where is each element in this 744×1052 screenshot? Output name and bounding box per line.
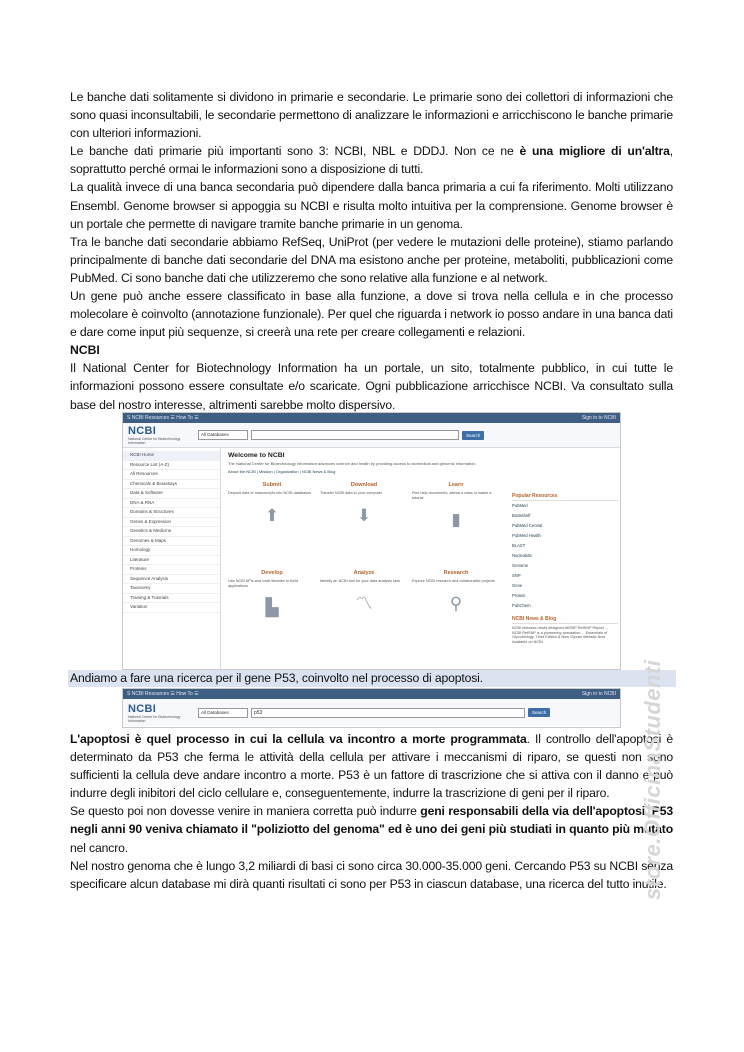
popular-link[interactable]: SNP	[512, 573, 521, 578]
ncbi-logo[interactable]	[128, 703, 192, 723]
tile-research[interactable]	[412, 570, 500, 658]
logo-subtitle: National Center for Biotechnology Information	[128, 714, 181, 723]
paragraph: Un gene può anche essere classificato in base alla funzione, a dove si trova nella cellula e in che processo molecolare è coinvolto (annotazione funzionale). Per quel che riguarda i network io posso andare in una banca dati e dare come input più sequenze, si creerà una rete per creare collegamenti e relazioni.	[70, 289, 673, 340]
search-button[interactable]: Search	[528, 708, 550, 717]
tile-title: Analyze	[353, 570, 375, 576]
paragraph	[70, 730, 673, 802]
paragraph: Le banche dati solitamente si dividono in primarie e secondarie. Le primarie sono dei collettori di informazioni che sono quasi inconsultabili, le secondarie permettono di analizzare le informazioni e arricchiscono le banche primarie con ulteriori informazioni.	[70, 90, 673, 141]
paragraph	[70, 142, 673, 178]
bold-text-span: è una migliore di un'altra	[519, 144, 670, 159]
popular-link[interactable]: BLAST	[512, 543, 526, 548]
ncbi-header	[123, 423, 620, 448]
ncbi-logo[interactable]	[128, 425, 192, 445]
paragraph: La qualità invece di una banca secondaria può dipendere dalla banca primaria a cui fa riferimento. Molti utilizzano Ensembl. Genome browser si appoggia su NCBI e risulta molto intuitiva per la comprensione. Genome browser è un portale che permette di navigare tramite banche primarie in un genoma.	[70, 180, 673, 231]
tile-text: Use NCBI APIs and code libraries to build applications	[228, 579, 299, 588]
popular-link[interactable]: Protein	[512, 593, 526, 598]
database-select[interactable]: All Databases	[198, 430, 248, 440]
tile-title: Learn	[448, 482, 464, 488]
sidebar-item[interactable]: Literature	[123, 556, 220, 566]
tile-title: Download	[350, 482, 378, 488]
blocks-icon: ▙	[265, 598, 279, 618]
tile-text: Transfer NCBI data to your computer	[320, 491, 383, 495]
logo-subtitle: National Center for Biotechnology Information	[128, 437, 181, 445]
paragraph: Tra le banche dati secondarie abbiamo RefSeq, UniProt (per vedere le mutazioni delle proteine), stiamo parlando principalmente di banche dati secondarie del DNA ma esistono anche per proteine, metaboliti, pubblicazioni come PubMed. Ci sono banche dati che utilizzeremo che sono relative alla funzione e al network.	[70, 234, 673, 285]
welcome-title: Welcome to NCBI	[228, 452, 285, 459]
sidebar-item[interactable]: Data & Software	[123, 489, 220, 499]
sidebar-item[interactable]: Sequence Analysis	[123, 575, 220, 585]
document-body-continued	[70, 730, 673, 893]
sidebar-item[interactable]: Resource List (A-Z)	[123, 461, 220, 471]
popular-link[interactable]: PubChem	[512, 603, 531, 608]
popular-link[interactable]: Genome	[512, 563, 529, 568]
popular-link[interactable]: PubMed Health	[512, 533, 541, 538]
sign-in-link[interactable]: Sign in to NCBI	[581, 691, 616, 697]
popular-link[interactable]: PubMed Central	[512, 523, 543, 528]
tile-text: Find help documents, attend a class or watch a tutorial	[412, 491, 492, 500]
section-heading: NCBI	[70, 343, 100, 358]
welcome-links[interactable]: About the NCBI | Mission | Organization | NCBI News & Blog	[228, 469, 336, 474]
logo-text: NCBI	[128, 702, 157, 715]
tile-title: Research	[443, 570, 469, 576]
ncbi-topbar	[123, 413, 620, 423]
sidebar-item[interactable]: Genes & Expression	[123, 518, 220, 528]
news-text[interactable]: NCBI releases newly designed dbSNP RefSNP Report ... NCBI RefSNP is a pioneering annotation ... Essentials of Glycobiology, Third Edition & New Glycan Website Now Available on NCBI	[512, 626, 609, 644]
popular-link[interactable]: PubMed	[512, 503, 528, 508]
sidebar	[123, 448, 221, 670]
logo-text: NCBI	[128, 425, 157, 437]
sidebar-item[interactable]: Genetics & Medicine	[123, 527, 220, 537]
tile-learn[interactable]	[412, 482, 500, 570]
bold-text-span: L'apoptosi è quel processo in cui la cellula va incontro a morte programmata	[70, 732, 527, 746]
ncbi-main	[221, 448, 620, 670]
ncbi-search-screenshot	[122, 688, 621, 728]
sidebar-item[interactable]: Genomes & Maps	[123, 537, 220, 547]
text-span: nel cancro.	[70, 840, 128, 855]
tile-text: Explore NCBI research and collaborative projects	[412, 579, 495, 583]
paragraph	[70, 802, 673, 856]
search-input[interactable]	[251, 430, 459, 440]
text-span: . Il controllo dell'apoptosi è determinato da P53 che ferma le attività della cellula per attivare i meccanismi di riparo, se questi non sono sufficienti la cellula deve andare incontro a morte. P53 è un fattore di trascrizione che si attiva con il danno e può indurre degli inibitori del ciclo cellulare e, conseguentemente, indurre la trascrizione di geni per il riparo.	[70, 732, 673, 801]
chart-icon: 〽	[355, 593, 373, 613]
tile-develop[interactable]	[228, 570, 316, 658]
tile-submit[interactable]	[228, 482, 316, 570]
sidebar-item[interactable]: DNA & RNA	[123, 499, 220, 509]
popular-link[interactable]: Nucleotide	[512, 553, 532, 558]
paragraph: Nel nostro genoma che è lungo 3,2 miliardi di basi ci sono circa 30.000-35.000 geni. Cercando P53 su NCBI senza specificare alcun database mi dirà quanti risultati ci sono per P53 in ciascun database, una ricerca del tutto inutile.	[70, 858, 673, 891]
sidebar-item[interactable]: Homology	[123, 546, 220, 556]
tile-title: Develop	[261, 570, 283, 576]
tile-download[interactable]	[320, 482, 408, 570]
ncbi-topbar	[123, 689, 620, 699]
news-title: NCBI News & Blog	[512, 616, 618, 624]
sidebar-item[interactable]: Taxonomy	[123, 584, 220, 594]
popular-link[interactable]: Bookshelf	[512, 513, 531, 518]
sidebar-item[interactable]: NCBI Home	[123, 451, 220, 461]
tile-text: Identify an NCBI tool for your data analysis task	[320, 579, 400, 583]
download-icon: ⬇	[356, 505, 372, 525]
sidebar-item[interactable]: Proteins	[123, 565, 220, 575]
sidebar-item[interactable]: Training & Tutorials	[123, 594, 220, 604]
ncbi-header	[123, 699, 620, 726]
paragraph: Il National Center for Biotechnology Information ha un portale, un sito, totalmente pubblico, in cui tutte le informazioni possono essere consultate e/o scaricate. Ogni pubblicazione arricchisce NCBI. Va consultato sulla base del nostro interesse, altrimenti sarebbe molto dispersivo.	[70, 361, 673, 412]
tile-analyze[interactable]	[320, 570, 408, 658]
tile-title: Submit	[262, 482, 282, 488]
resources-menu[interactable]: S NCBI Resources ☰ How To ☰	[127, 691, 199, 697]
popular-resources	[512, 493, 618, 644]
text-span: Le banche dati primarie più importanti sono 3: NCBI, NBL e DDDJ. Non ce ne	[70, 144, 520, 159]
sidebar-item[interactable]: All Resources	[123, 470, 220, 480]
microscope-icon: ⚲	[449, 593, 463, 613]
welcome-text: The National Center for Biotechnology Information advances science and health by providing access to biomedical and genomic information.	[228, 461, 477, 466]
book-icon: ▮	[451, 510, 461, 530]
database-select[interactable]: All Databases	[198, 708, 248, 718]
ncbi-homepage-screenshot	[122, 412, 621, 670]
watermark: store.OfficinaStudenti	[640, 659, 665, 900]
search-button[interactable]: Search	[462, 431, 484, 440]
text-span: Se questo poi non dovesse venire in maniera corretta può indurre	[70, 804, 421, 819]
sidebar-item[interactable]: Domains & Structures	[123, 508, 220, 518]
sidebar-item[interactable]: Variation	[123, 603, 220, 613]
sidebar-item[interactable]: Chemicals & Bioassays	[123, 480, 220, 490]
highlighted-sentence: Andiamo a fare una ricerca per il gene P53, coinvolto nel processo di apoptosi.	[68, 670, 676, 687]
document-body	[70, 88, 673, 414]
resources-menu[interactable]: S NCBI Resources ☰ How To ☰	[127, 415, 199, 421]
upload-icon: ⬆	[264, 505, 280, 525]
text-span: , soprattutto perché ormai le informazioni sono a disposizione di tutti.	[70, 144, 674, 177]
tile-text: Deposit data or manuscripts into NCBI databases	[228, 491, 312, 495]
popular-title: Popular Resources	[512, 493, 618, 501]
sign-in-link[interactable]: Sign in to NCBI	[581, 415, 616, 421]
popular-link[interactable]: Gene	[512, 583, 523, 588]
search-input[interactable]: p53	[251, 708, 525, 718]
bold-text-span: geni responsabili della via dell'apoptosi. P53 negli anni 90 veniva chiamato il "poliziotto del genoma" ed è uno dei geni più studiati in quanto più mutato	[70, 804, 673, 837]
